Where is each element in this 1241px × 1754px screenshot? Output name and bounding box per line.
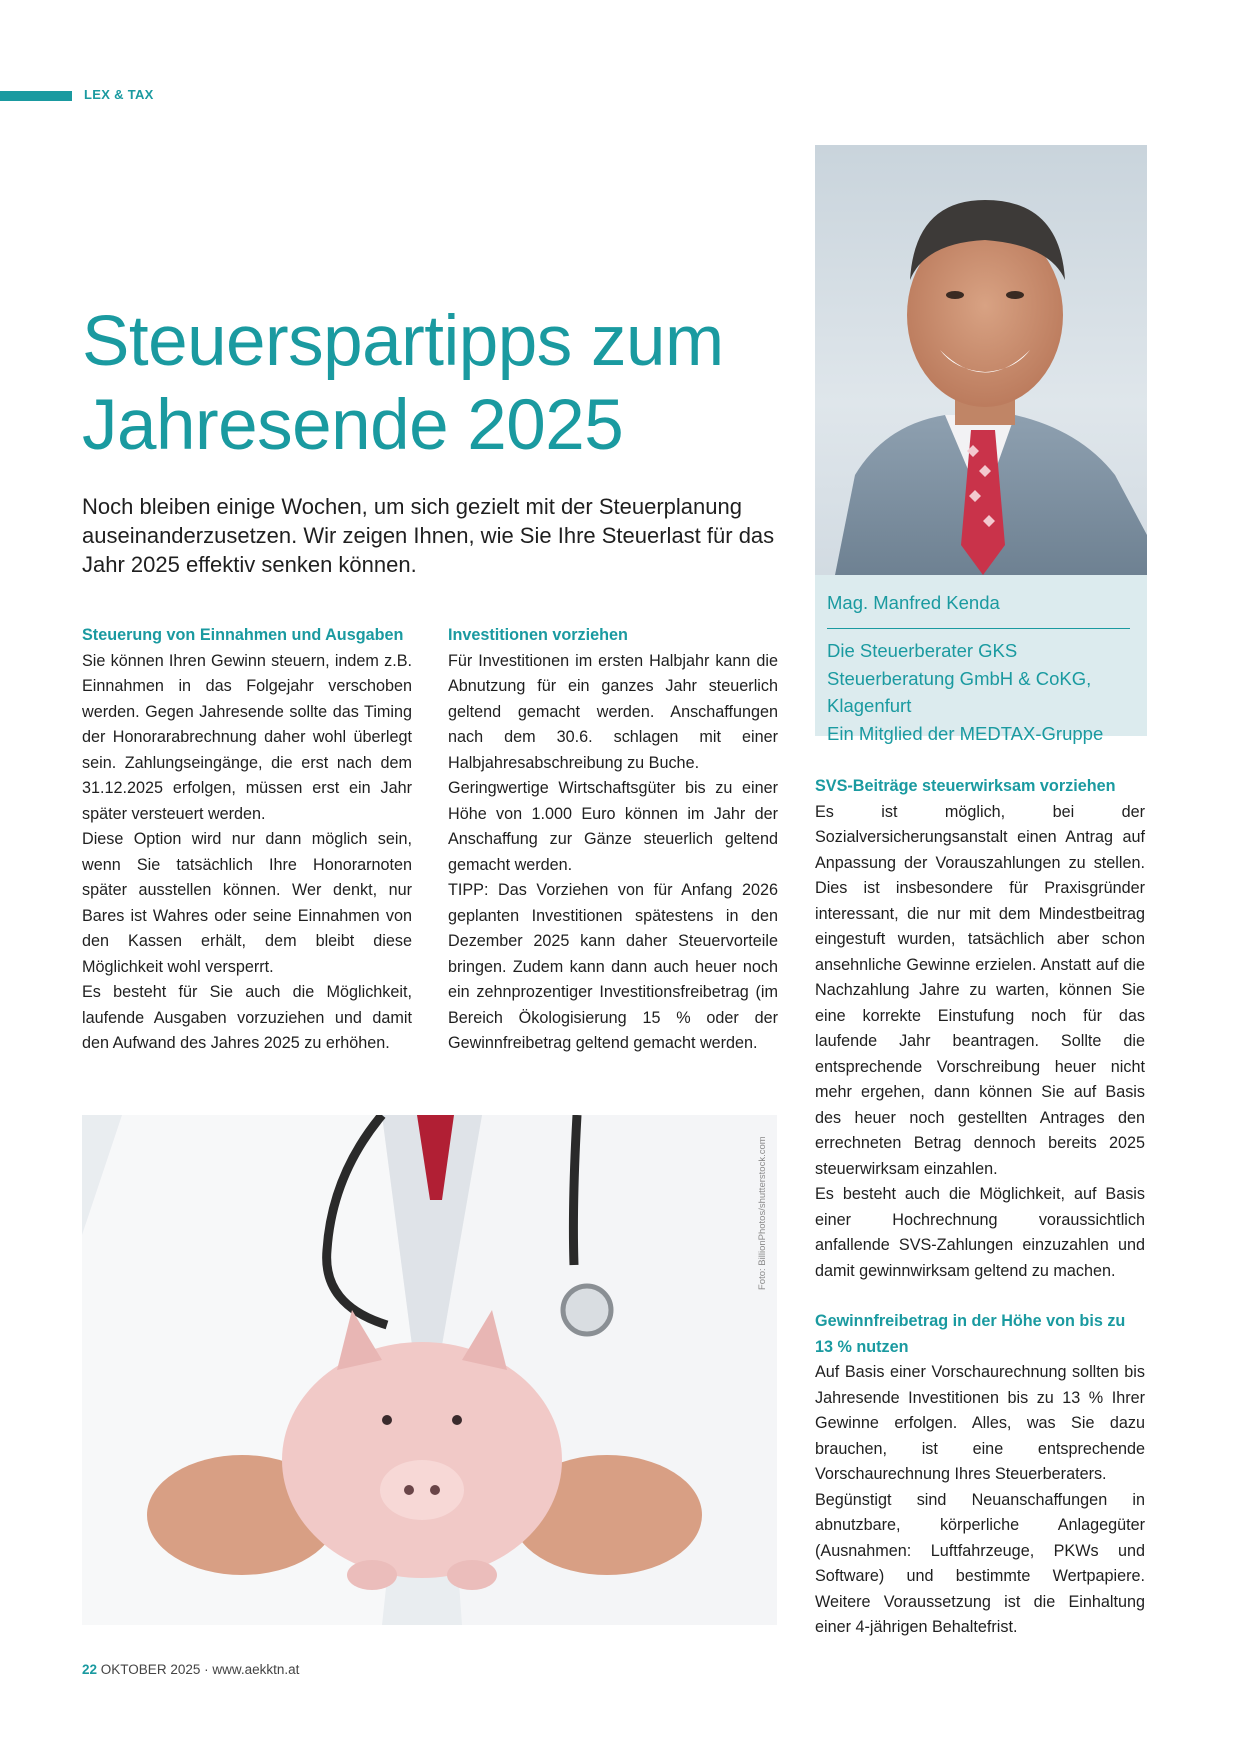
title-line-1: Steuerspartipps zum xyxy=(82,302,724,381)
paragraph: Auf Basis einer Vorschaurechnung sollten bis Jahresende Investitionen bis zu 13 % Ihrer Gewinne erfolgen. Alles, was Sie dazu brauchen, ist eine entsprechende Vorschaurechnung Ihres Steuerberaters. xyxy=(815,1363,1145,1483)
page-footer xyxy=(82,1662,299,1677)
title-line-2: Jahresende 2025 xyxy=(82,386,624,465)
paragraph: Diese Option wird nur dann möglich sein, wenn Sie tatsächlich Ihre Honorarnoten später ausstellen können. Wer denkt, nur Bares ist Wahres oder seine Einnahmen von den Kassen erhält, dem bleibt diese Möglichkeit wohl versperrt. xyxy=(82,830,412,976)
section-bar xyxy=(0,91,72,101)
page-number: 22 xyxy=(82,1662,98,1677)
section-label: LEX & TAX xyxy=(84,87,154,102)
paragraph: Für Investitionen im ersten Halbjahr kann die Abnutzung für ein ganzes Jahr steuerlich geltend gemacht werden. Anschaffungen nach dem 30.6. schlagen mit einer Halbjahresabschreibung zu Buche. xyxy=(448,651,778,772)
piggy-bank-photo xyxy=(82,1115,777,1625)
paragraph: Es ist möglich, bei der Sozialversicherungsanstalt einen Antrag auf Anpassung der Vorauszahlungen zu stellen. Dies ist insbesondere für Praxisgründer interessant, die nur mit dem Mindestbeitrag eingestuft wurden, tatsächlich aber schon ansehnliche Gewinne erzielen. Anstatt auf die Nachzahlung Jahre zu warten, können Sie eine korrekte Einstufung noch für das laufende Jahr beantragen. Sollte die entsprechende Vorschreibung heuer nicht mehr ergehen, dann können Sie auf Basis des heuer noch gestellten Antrages den errechneten Betrag dennoch bereits 2025 steuerwirksam einzahlen. xyxy=(815,802,1145,1178)
article-title xyxy=(82,300,772,468)
paragraph: Begünstigt sind Neuanschaffungen in abnutzbare, körperliche Anlagegüter (Ausnahmen: Luftfahrzeuge, PKWs und Software) und bestimmte Wertpapiere. Weitere Voraussetzung ist die Einhaltung einer 4-jährigen Behaltefrist. xyxy=(815,1490,1145,1636)
author-organisation-line-2: Ein Mitglied der MEDTAX-Gruppe xyxy=(827,722,1104,744)
heading-svs-beitraege: SVS-Beiträge steuerwirksam vorziehen xyxy=(815,777,1116,795)
paragraph: Es besteht für Sie auch die Möglichkeit, laufende Ausgaben vorzuziehen und damit den Aufwand des Jahres 2025 zu erhöhen. xyxy=(82,983,412,1052)
paragraph: TIPP: Das Vorziehen von für Anfang 2026 geplanten Investitionen spätestens in den Dezember 2025 kann daher Steuervorteile bringen. Zudem kann dann auch heuer noch ein zehnprozentiger Investitionsfreibetrag (im Bereich Ökologisierung 15 % oder der Gewinnfreibetrag geltend gemacht werden. xyxy=(448,881,778,1052)
paragraph: Es besteht auch die Möglichkeit, auf Basis einer Hochrechnung voraussichtlich anfallende SVS-Zahlungen einzuzahlen und damit gewinnwirksam geltend zu machen. xyxy=(815,1185,1145,1280)
footer-issue: OKTOBER 2025 · www.aekktn.at xyxy=(100,1662,300,1677)
author-portrait xyxy=(815,145,1147,575)
caption-divider xyxy=(827,628,1130,629)
paragraph: Geringwertige Wirtschaftsgüter bis zu einer Höhe von 1.000 Euro können im Jahr der Anschaffung zur Gänze steuerlich geltend gemacht werden. xyxy=(448,779,778,874)
doctor-piggy-bank-illustration xyxy=(82,1115,777,1625)
column-middle xyxy=(448,623,778,1057)
heading-investitionen: Investitionen vorziehen xyxy=(448,626,628,644)
heading-einnahmen-ausgaben: Steuerung von Einnahmen und Ausgaben xyxy=(82,626,404,644)
column-left xyxy=(82,623,412,1057)
portrait-illustration xyxy=(815,145,1147,575)
author-name: Mag. Manfred Kenda xyxy=(827,592,1000,613)
author-organisation xyxy=(827,637,1137,747)
paragraph: Sie können Ihren Gewinn steuern, indem z.B. Einnahmen in das Folgejahr verschoben werden. Gegen Jahresende sollte das Timing der Honorarabrechnung daher wohl überlegt sein. Zahlungseingänge, die erst nach dem 31.12.2025 erfolgen, müssen erst ein Jahr später versteuert werden. xyxy=(82,651,412,823)
column-right xyxy=(815,774,1145,1641)
heading-gewinnfreibetrag: Gewinnfreibetrag in der Höhe von bis zu 13 % nutzen xyxy=(815,1312,1126,1356)
article-lead: Noch bleiben einige Wochen, um sich gezielt mit der Steuerplanung auseinanderzusetzen. Wir zeigen Ihnen, wie Sie Ihre Steuerlast für das Jahr 2025 effektiv senken können. xyxy=(82,494,775,577)
photo-credit: Foto: BillionPhotos/shutterstock.com xyxy=(757,1136,768,1290)
author-organisation-line-1: Die Steuerberater GKS Steuerberatung GmbH & CoKG, Klagenfurt xyxy=(827,640,1092,716)
